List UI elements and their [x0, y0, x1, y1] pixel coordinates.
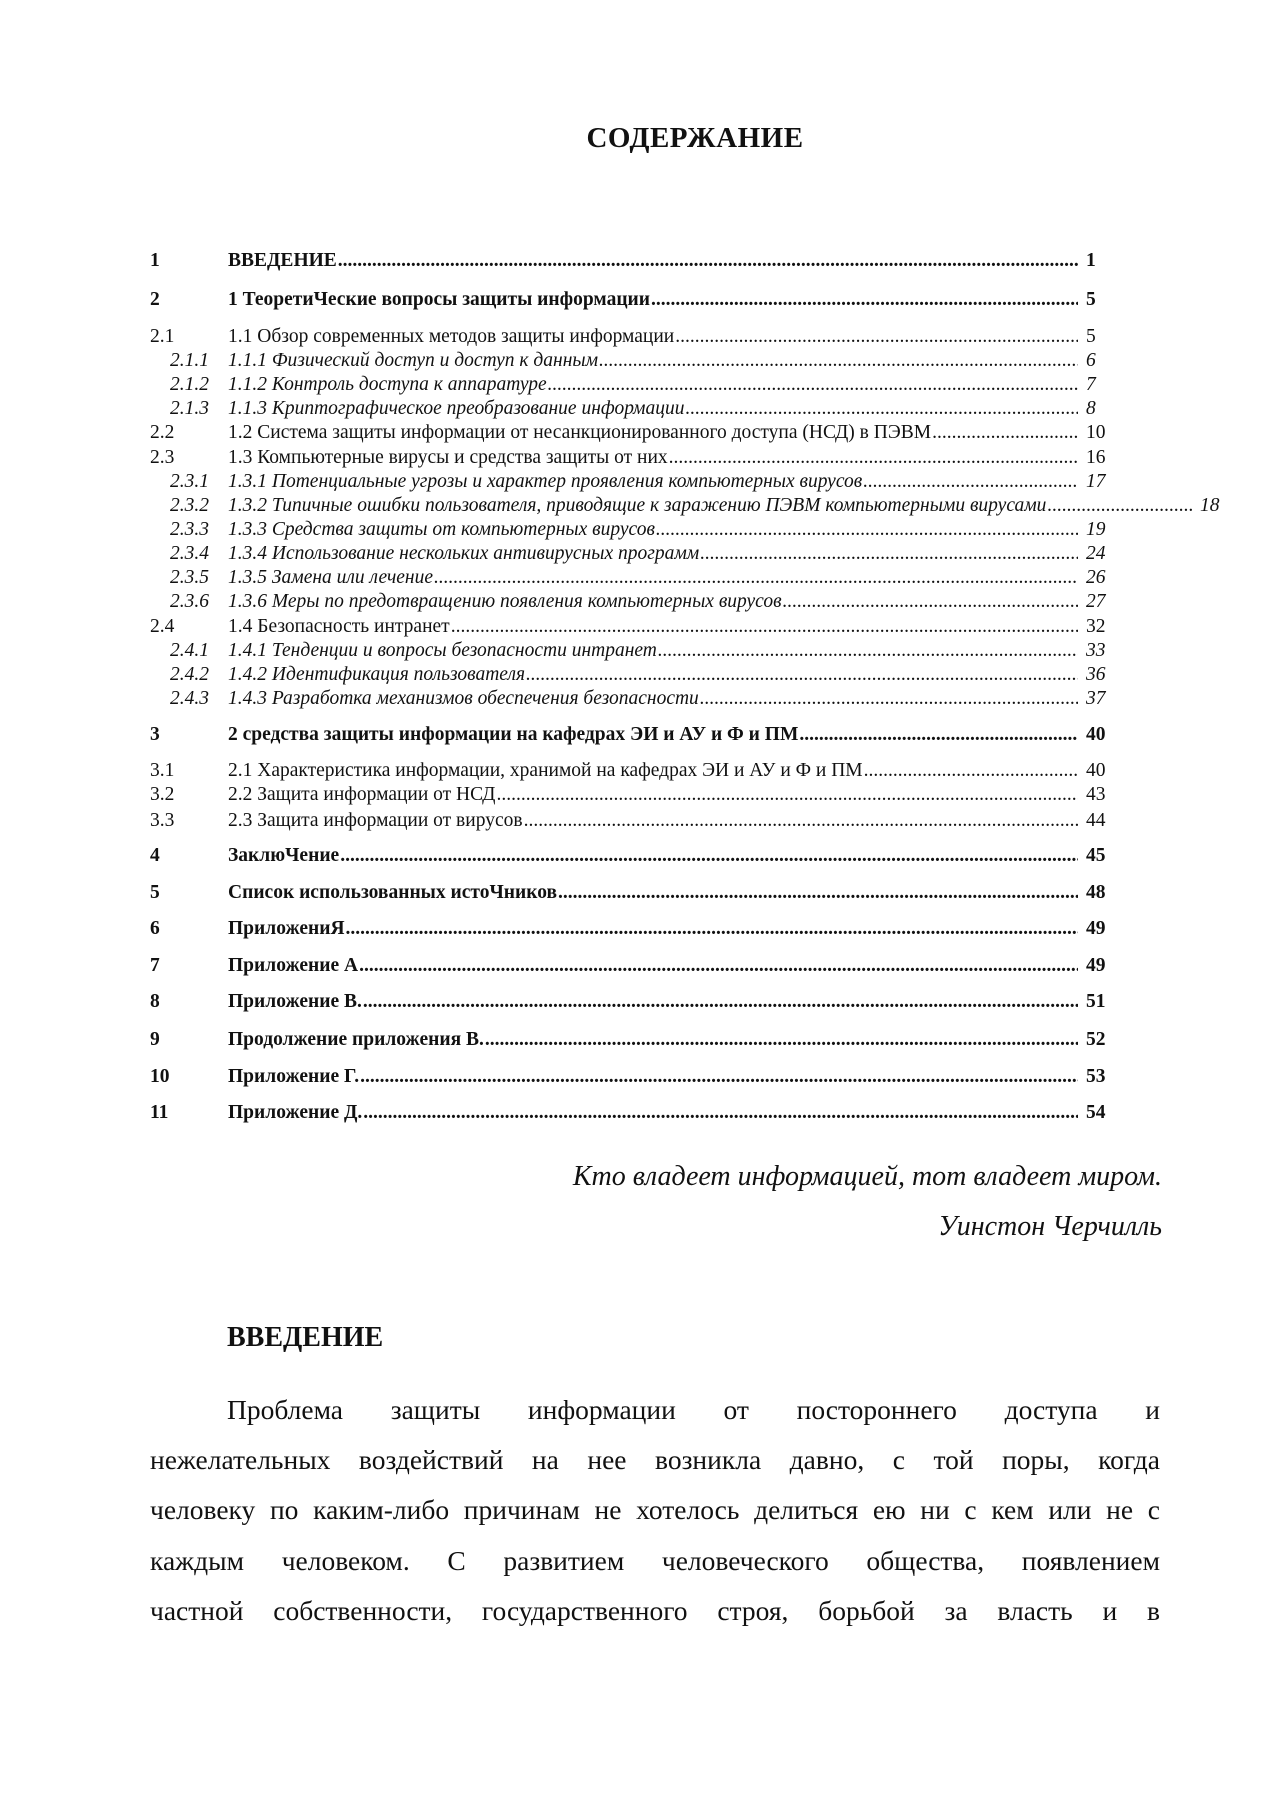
toc-entry-title: ЗаклюЧение [228, 845, 340, 866]
toc-entry-number: 2.2 [150, 422, 175, 443]
toc-entry[interactable] [150, 517, 1110, 543]
toc-entry-number: 2.3.1 [170, 471, 209, 492]
toc-entry-page: 16 [1086, 447, 1106, 468]
toc-entry-page: 17 [1086, 471, 1106, 492]
toc-entry[interactable] [150, 493, 1224, 519]
toc-entry-page: 54 [1086, 1102, 1106, 1123]
toc-entry-number: 2.4.1 [170, 640, 209, 661]
toc-entry-number: 2.3.5 [170, 567, 209, 588]
paragraph-line: Проблема защиты информации от постороннего доступа и [227, 1394, 1160, 1425]
toc-entry[interactable] [150, 420, 1110, 446]
toc-entry-page: 26 [1086, 567, 1106, 588]
toc-entry-page: 6 [1086, 350, 1096, 371]
dot-leader [685, 396, 1078, 422]
paragraph-line: частной собственности, государственного строя, борьбой за власть и в [150, 1595, 1160, 1626]
toc-entry-number: 2.4 [150, 616, 175, 637]
dot-leader [700, 686, 1078, 712]
toc-entry-page: 27 [1086, 591, 1106, 612]
dot-leader [526, 662, 1078, 688]
toc-entry-number: 2.3.4 [170, 543, 209, 564]
toc-entry[interactable] [150, 953, 1110, 979]
toc-entry-title: 1.4.1 Тенденции и вопросы безопасности интранет [228, 640, 657, 661]
toc-entry-title: 1.3.5 Замена или лечение [228, 567, 433, 588]
toc-entry-title: Приложение Г. [228, 1066, 360, 1087]
toc-entry[interactable] [150, 722, 1110, 748]
toc-entry-number: 3.3 [150, 810, 175, 831]
intro-heading: ВВЕДЕНИЕ [227, 1322, 384, 1353]
toc-entry-title: 2.3 Защита информации от вирусов [228, 810, 523, 831]
epigraph-quote: Кто владеет информацией, тот владеет миром. [572, 1161, 1162, 1192]
dot-leader [346, 916, 1078, 942]
paragraph-line: нежелательных воздействий на нее возникла давно, с той поры, когда [150, 1444, 1160, 1475]
toc-entry-page: 49 [1086, 918, 1106, 939]
toc-entry-title: 1.4.2 Идентификация пользователя [228, 664, 526, 685]
toc-entry-number: 3.2 [150, 784, 175, 805]
toc-entry-number: 2 [150, 289, 160, 310]
toc-entry-title: ПриложениЯ [228, 918, 345, 939]
toc-entry[interactable] [150, 782, 1110, 808]
toc-entry-page: 24 [1086, 543, 1106, 564]
dot-leader [434, 565, 1078, 591]
toc-entry-number: 11 [150, 1102, 169, 1123]
dot-leader [651, 287, 1078, 313]
toc-entry-page: 10 [1086, 422, 1106, 443]
toc-entry-number: 3 [150, 724, 160, 745]
dot-leader [496, 782, 1078, 808]
toc-entry[interactable] [150, 1100, 1110, 1126]
dot-leader [451, 614, 1078, 640]
toc-entry[interactable] [150, 565, 1110, 591]
toc-entry[interactable] [150, 808, 1110, 834]
toc-entry-number: 2.4.3 [170, 688, 209, 709]
toc-entry-number: 2.1.1 [170, 350, 209, 371]
dot-leader [359, 953, 1078, 979]
toc-entry-title: Приложение В. [228, 991, 362, 1012]
toc-entry-title: Продолжение приложения В. [228, 1029, 484, 1050]
toc-entry-page: 48 [1086, 882, 1106, 903]
toc-entry-number: 2.1.3 [170, 398, 209, 419]
dot-leader [485, 1027, 1078, 1053]
paragraph-line: каждым человеком. С развитием человеческого общества, появлением [150, 1545, 1160, 1576]
dot-leader [558, 880, 1078, 906]
toc-entry-page: 18 [1200, 495, 1220, 516]
dot-leader [360, 1064, 1078, 1090]
toc-entry[interactable] [150, 469, 1110, 495]
toc-entry-title: 1.4 Безопасность интранет [228, 616, 450, 637]
toc-entry-title: 1.1.2 Контроль доступа к аппаратуре [228, 374, 547, 395]
toc-entry-title: 2.2 Защита информации от НСД [228, 784, 496, 805]
toc-entry-title: 1.1 Обзор современных методов защиты информации [228, 326, 675, 347]
dot-leader [340, 843, 1078, 869]
toc-entry-page: 52 [1086, 1029, 1106, 1050]
toc-entry[interactable] [150, 287, 1110, 313]
dot-leader [524, 808, 1078, 834]
toc-entry-number: 2.3 [150, 447, 175, 468]
toc-entry[interactable] [150, 614, 1110, 640]
toc-entry-title: 1.2 Система защиты информации от несанкционированного доступа (НСД) в ПЭВМ [228, 422, 932, 443]
toc-entry[interactable] [150, 843, 1110, 869]
toc-entry-page: 5 [1086, 289, 1096, 310]
dot-leader [932, 420, 1078, 446]
toc-entry-number: 10 [150, 1066, 170, 1087]
toc-entry-page: 33 [1086, 640, 1106, 661]
dot-leader [799, 722, 1078, 748]
toc-entry-page: 7 [1086, 374, 1096, 395]
toc-entry[interactable] [150, 758, 1110, 784]
toc-entry-number: 5 [150, 882, 160, 903]
toc-entry-page: 5 [1086, 326, 1096, 347]
dot-leader [656, 517, 1078, 543]
toc-entry[interactable] [150, 372, 1110, 398]
toc-title: СОДЕРЖАНИЕ [586, 122, 804, 154]
dot-leader [338, 248, 1078, 274]
toc-entry-page: 53 [1086, 1066, 1106, 1087]
toc-entry-number: 2.4.2 [170, 664, 209, 685]
toc-entry-number: 7 [150, 955, 160, 976]
toc-entry-title: 1 ТеоретиЧеские вопросы защиты информации [228, 289, 651, 310]
toc-entry[interactable] [150, 989, 1110, 1015]
toc-entry-title: Приложение Д. [228, 1102, 363, 1123]
toc-entry-number: 2.1.2 [170, 374, 209, 395]
toc-entry-title: 2 средства защиты информации на кафедрах ЭИ и АУ и Ф и ПМ [228, 724, 799, 745]
toc-entry-title: 1.3.2 Типичные ошибки пользователя, приводящие к заражению ПЭВМ компьютерными вирусами [228, 495, 1047, 516]
toc-entry-title: ВВЕДЕНИЕ [228, 250, 337, 271]
toc-entry-page: 36 [1086, 664, 1106, 685]
toc-entry[interactable] [150, 589, 1110, 615]
toc-entry-page: 51 [1086, 991, 1106, 1012]
toc-entry-page: 19 [1086, 519, 1106, 540]
toc-entry-page: 32 [1086, 616, 1106, 637]
toc-entry[interactable] [150, 541, 1110, 567]
toc-entry-title: 1.4.3 Разработка механизмов обеспечения безопасности [228, 688, 699, 709]
dot-leader [658, 638, 1078, 664]
toc-entry-title: 1.3.6 Меры по предотвращению появления компьютерных вирусов [228, 591, 782, 612]
dot-leader [864, 758, 1078, 784]
toc-entry-page: 40 [1086, 760, 1106, 781]
toc-entry-number: 2.3.2 [170, 495, 209, 516]
toc-entry[interactable] [150, 445, 1110, 471]
toc-entry-page: 44 [1086, 810, 1106, 831]
toc-entry-number: 8 [150, 991, 160, 1012]
toc-entry-title: 1.3 Компьютерные вирусы и средства защиты от них [228, 447, 668, 468]
toc-entry[interactable] [150, 638, 1110, 664]
toc-entry[interactable] [150, 396, 1110, 422]
toc-entry-title: 1.3.3 Средства защиты от компьютерных вирусов [228, 519, 655, 540]
toc-entry-number: 6 [150, 918, 160, 939]
toc-entry[interactable] [150, 248, 1110, 274]
dot-leader [783, 589, 1078, 615]
toc-entry-page: 45 [1086, 845, 1106, 866]
toc-entry[interactable] [150, 348, 1110, 374]
toc-entry-title: 1.3.4 Использование нескольких антивирусных программ [228, 543, 700, 564]
toc-entry-number: 9 [150, 1029, 160, 1050]
toc-entry-page: 40 [1086, 724, 1106, 745]
toc-entry-number: 2.3.6 [170, 591, 209, 612]
toc-entry[interactable] [150, 1027, 1110, 1053]
toc-entry-title: 1.1.1 Физический доступ и доступ к данным [228, 350, 599, 371]
dot-leader [599, 348, 1078, 374]
toc-entry[interactable] [150, 880, 1110, 906]
toc-entry[interactable] [150, 324, 1110, 350]
toc-entry-number: 3.1 [150, 760, 175, 781]
toc-entry-title: Приложение А [228, 955, 359, 976]
dot-leader [669, 445, 1078, 471]
toc-entry-number: 1 [150, 250, 160, 271]
dot-leader [363, 989, 1078, 1015]
toc-entry-title: 2.1 Характеристика информации, хранимой на кафедрах ЭИ и АУ и Ф и ПМ [228, 760, 863, 781]
toc-entry-number: 2.1 [150, 326, 175, 347]
dot-leader [863, 469, 1078, 495]
dot-leader [700, 541, 1078, 567]
toc-entry[interactable] [150, 662, 1110, 688]
toc-entry[interactable] [150, 916, 1110, 942]
epigraph-author: Уинстон Черчилль [938, 1211, 1162, 1242]
dot-leader [1047, 493, 1192, 519]
toc-entry-title: 1.3.1 Потенциальные угрозы и характер проявления компьютерных вирусов [228, 471, 863, 492]
dot-leader [548, 372, 1078, 398]
toc-entry-page: 49 [1086, 955, 1106, 976]
toc-entry-title: Список использованных истоЧников [228, 882, 558, 903]
toc-entry-page: 37 [1086, 688, 1106, 709]
toc-entry-number: 2.3.3 [170, 519, 209, 540]
toc-entry[interactable] [150, 686, 1110, 712]
dot-leader [675, 324, 1078, 350]
dot-leader [363, 1100, 1078, 1126]
paragraph-line: человеку по каким-либо причинам не хотелось делиться ею ни с кем или не с [150, 1494, 1160, 1525]
toc-entry-page: 1 [1086, 250, 1096, 271]
toc-entry-title: 1.1.3 Криптографическое преобразование информации [228, 398, 685, 419]
toc-entry[interactable] [150, 1064, 1110, 1090]
toc-entry-page: 8 [1086, 398, 1096, 419]
toc-entry-number: 4 [150, 845, 160, 866]
toc-entry-page: 43 [1086, 784, 1106, 805]
